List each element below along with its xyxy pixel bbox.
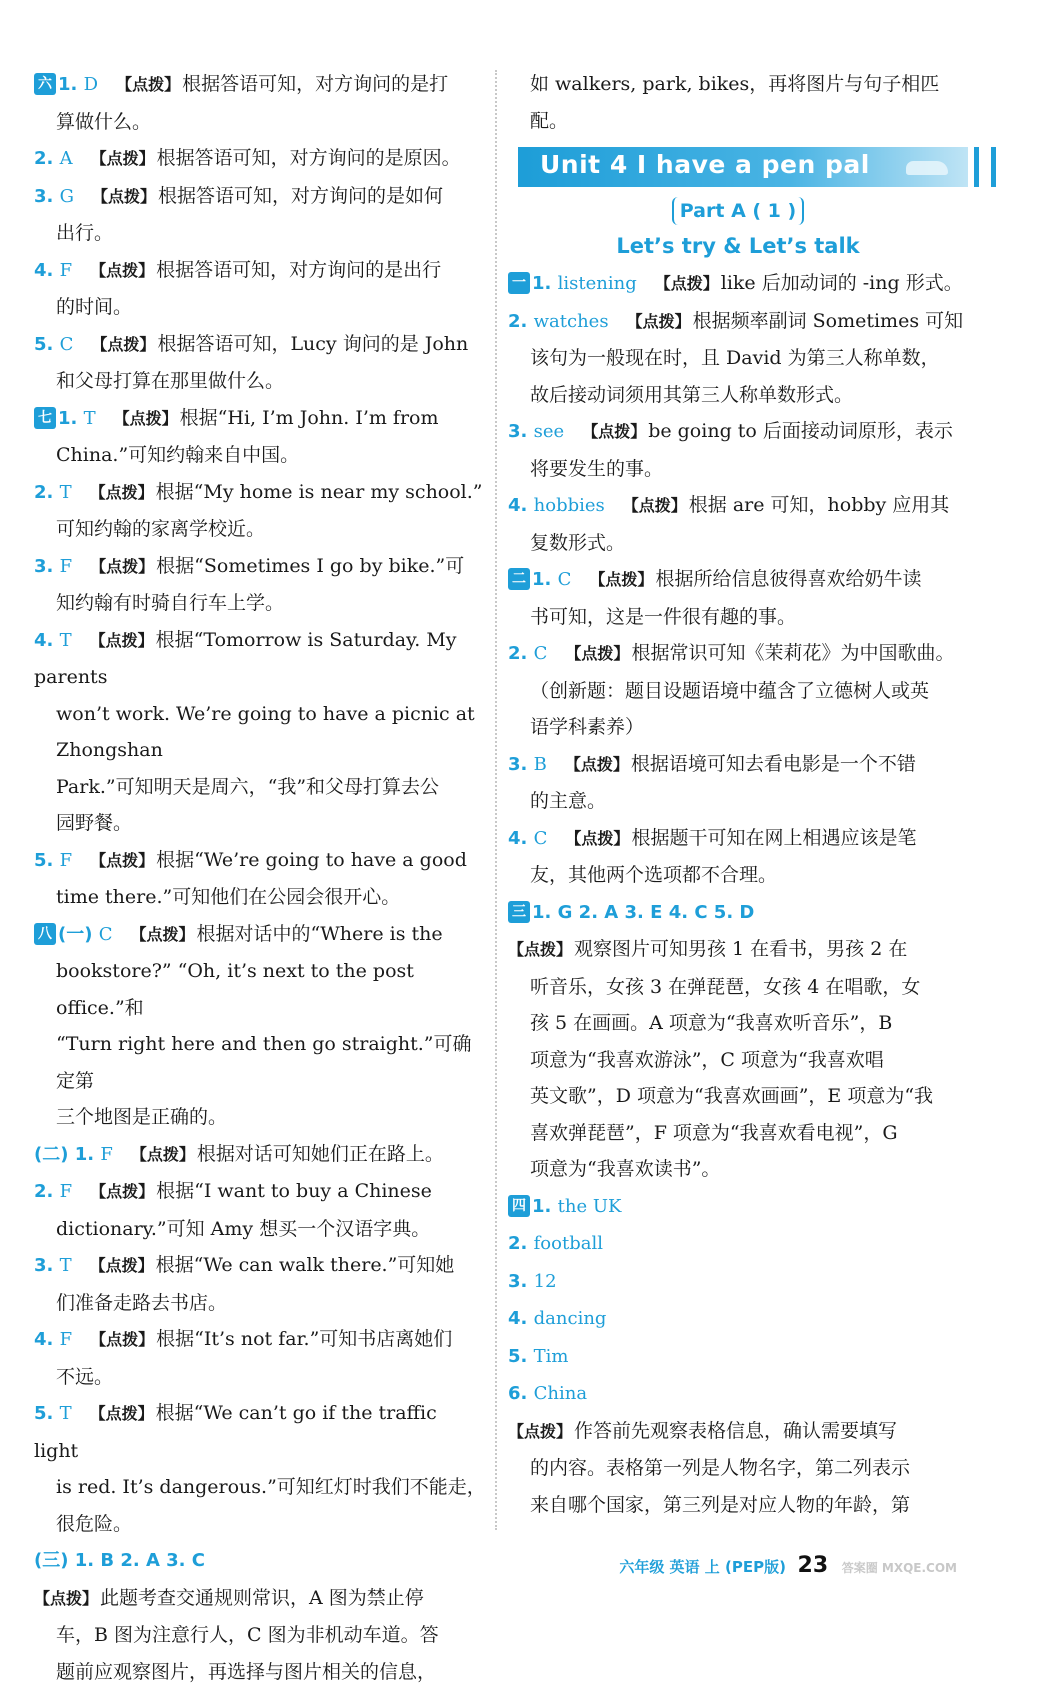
unit-title: Unit 4 I have a pen pal [540,150,870,179]
answer-line [34,252,486,290]
column-divider [495,70,497,1530]
answer-value: F [60,556,73,577]
answer-line [508,635,968,673]
answer-line [34,1321,486,1359]
explanation-text: be going to 后面接动词原形，表示 [648,420,953,442]
answer-line [508,561,968,599]
answer-value: T [60,1403,72,1424]
answer-value: listening [558,273,637,294]
part-title: Part A ( 1 ) [672,197,804,225]
answer-value: C [99,924,113,945]
explanation-continuation: is red. It’s dangerous.”可知红灯时我们不能走， [34,1469,486,1506]
explanation-continuation: 很危险。 [34,1506,486,1543]
question-number: 6. [508,1383,534,1404]
unit-banner [518,147,968,187]
question-number: 2. [34,1181,60,1202]
lesson-title: Let’s try & Let’s talk [508,227,968,265]
explanation-continuation: 可知约翰的家离学校近。 [34,511,486,548]
hint-tag: 【点拨】 [90,631,154,650]
answer-line [508,820,968,858]
answer-line [508,1413,968,1451]
answer-line [508,1375,968,1413]
hint-tag: 【点拨】 [623,496,687,515]
explanation-continuation: 该句为一般现在时，且 David 为第三人称单数， [508,340,968,377]
hint-tag: 【点拨】 [565,755,629,774]
hint-tag: 【点拨】 [116,75,180,94]
answer-value: F [60,1181,73,1202]
explanation-continuation: 知约翰有时骑自行车上学。 [34,585,486,622]
explanation-continuation: 的内容。表格第一列是人物名字，第二列表示 [508,1450,968,1487]
hint-tag: 【点拨】 [90,261,154,280]
explanation-continuation: 们准备走路去书店。 [34,1285,486,1322]
explanation-text: 根据“Hi, I’m John. I’m from [180,407,439,429]
answer-line [508,931,968,969]
answer-line [34,1173,486,1211]
answer-value: F [100,1144,113,1165]
right-column [508,66,968,1523]
explanation-continuation: time there.”可知他们在公园会很开心。 [34,879,486,916]
explanation-text: 根据“We can walk there.”可知她 [156,1254,455,1276]
explanation-continuation: 听音乐，女孩 3 在弹琵琶，女孩 4 在唱歌，女 [508,969,968,1006]
answer-value: F [60,260,73,281]
answer-value: F [60,1329,73,1350]
answer-line [34,548,486,586]
explanation-continuation: won’t work. We’re going to have a picnic at Zhongshan [34,696,486,769]
answer-value: G [60,186,74,207]
explanation-continuation: （创新题：题目设题语境中蕴含了立德树人或英 [508,673,968,710]
answer-line [34,1542,486,1580]
hint-tag: 【点拨】 [90,483,154,502]
explanation-continuation: 的主意。 [508,783,968,820]
answer-line [34,1580,486,1618]
explanation-text: 根据“Tomorrow is Saturday. My parents [34,629,457,689]
question-number: 4. [34,1329,60,1350]
explanation-text: 根据“Sometimes I go by bike.”可 [156,555,464,577]
question-number: 3. [34,556,60,577]
answer-line [508,1263,968,1301]
question-number: 1. [532,569,558,590]
question-number: 5. [34,850,60,871]
answer-value: T [60,482,72,503]
explanation-continuation: 出行。 [34,215,486,252]
hint-tag: 【点拨】 [91,149,155,168]
answer-line [508,1188,968,1226]
explanation-continuation: 三个地图是正确的。 [34,1099,486,1136]
answer-value: Tim [534,1346,569,1367]
explanation-text: 根据答语可知，对方询问的是原因。 [157,147,461,169]
section-marker: 二 [508,568,530,590]
explanation-continuation: 题前应观察图片，再选择与图片相关的信息， [34,1654,486,1690]
question-number: 5. [34,334,60,355]
answer-line [34,1136,486,1174]
explanation-text: 根据“I want to buy a Chinese [156,1180,432,1202]
question-number: 3. [508,421,534,442]
answer-value: C [60,334,74,355]
question-number: (二) 1. [34,1144,100,1165]
explanation-text: 根据“We’re going to have a good [156,849,467,871]
hint-tag: 【点拨】 [131,925,195,944]
question-number: 2. [34,148,60,169]
explanation-continuation: 不远。 [34,1359,486,1396]
section-marker: 七 [34,407,56,429]
watermark: 答案圈 MXQE.COM [842,1561,957,1575]
explanation-text: 观察图片可知男孩 1 在看书，男孩 2 在 [574,938,907,960]
explanation-continuation: 项意为“我喜欢游泳”，C 项意为“我喜欢唱 [508,1042,968,1079]
question-number: 5. [508,1346,534,1367]
explanation-text: 根据常识可知《茉莉花》为中国歌曲。 [631,642,954,664]
question-number: 4. [508,1308,534,1329]
question-number: (三) 1. B 2. A 3. C [34,1550,205,1571]
page-footer [619,1553,957,1578]
explanation-continuation: 英文歌”，D 项意为“我喜欢画画”，E 项意为“我 [508,1078,968,1115]
explanation-continuation: 语学科素养） [508,709,968,746]
answer-value: D [84,74,98,95]
hint-tag: 【点拨】 [627,312,691,331]
explanation-text: 根据频率副词 Sometimes 可知 [693,310,964,332]
answer-value: 12 [534,1271,557,1292]
explanation-continuation: “Turn right here and then go straight.”可确定第 [34,1026,486,1099]
grade-label: 六年级 英语 上 (PEP版) [619,1558,786,1576]
answer-line [508,1338,968,1376]
explanation-continuation: 孩 5 在画画。A 项意为“我喜欢听音乐”，B [508,1005,968,1042]
answer-line [508,746,968,784]
answer-value: China [534,1383,587,1404]
hint-tag: 【点拨】 [90,1330,154,1349]
answer-line [34,1395,486,1469]
hint-tag: 【点拨】 [655,274,719,293]
answer-line [34,326,486,364]
hint-tag: 【点拨】 [114,409,178,428]
explanation-continuation: bookstore?” “Oh, it’s next to the post office.”和 [34,953,486,1026]
explanation-continuation: 复数形式。 [508,525,968,562]
explanation-text: 此题考查交通规则常识，A 图为禁止停 [100,1587,424,1609]
answer-line [34,622,486,696]
explanation-text: 根据语境可知去看电影是一个不错 [631,753,916,775]
question-number: 1. [532,1196,558,1217]
hint-tag: 【点拨】 [90,1256,154,1275]
question-number: 4. [508,828,534,849]
hint-tag: 【点拨】 [565,829,629,848]
question-number: 3. [34,1255,60,1276]
right-answers [508,265,968,1523]
explanation-text: 根据答语可知，对方询问的是出行 [156,259,441,281]
hint-tag: 【点拨】 [34,1589,98,1608]
page-number: 23 [798,1553,829,1578]
question-number: 3. [508,1271,534,1292]
answer-line [508,303,968,341]
explanation-continuation: 园野餐。 [34,805,486,842]
question-number: 2. [508,1233,534,1254]
answer-line [508,1225,968,1263]
explanation-text: 根据答语可知，对方询问的是打 [182,73,448,95]
question-number: 1. [58,408,84,429]
answer-line [34,842,486,880]
answer-line [34,400,486,438]
explanation-text: 根据“We can’t go if the traffic light [34,1402,437,1462]
answer-line [34,916,486,954]
answer-value: dancing [534,1308,607,1329]
hint-tag: 【点拨】 [589,570,653,589]
answer-value: C [534,643,548,664]
explanation-text: 根据答语可知，对方询问的是如何 [158,185,443,207]
answer-value: hobbies [534,495,605,516]
question-number: 2. [34,482,60,503]
explanation-continuation: dictionary.”可知 Amy 想买一个汉语字典。 [34,1211,486,1248]
explanation-continuation: 来自哪个国家，第三列是对应人物的年龄，第 [508,1487,968,1524]
answer-value: F [60,850,73,871]
explanation-continuation: 友，其他两个选项都不合理。 [508,857,968,894]
section-marker: 八 [34,923,56,945]
hint-tag: 【点拨】 [92,187,156,206]
answer-line [508,894,968,932]
question-number: 5. [34,1403,60,1424]
section-marker: 一 [508,272,530,294]
explanation-continuation: Park.”可知明天是周六，“我”和父母打算去公 [34,769,486,806]
hint-tag: 【点拨】 [565,644,629,663]
answer-value: watches [534,311,609,332]
answer-value: T [60,1255,72,1276]
explanation-text: 作答前先观察表格信息，确认需要填写 [574,1420,897,1442]
question-number: 3. [34,186,60,207]
explanation-text: 根据对话中的“Where is the [197,923,443,945]
answer-line [34,474,486,512]
explanation-continuation: 算做什么。 [34,104,486,141]
explanation-text: 根据所给信息彼得喜欢给奶牛读 [655,568,921,590]
hint-tag: 【点拨】 [582,422,646,441]
answer-line [508,487,968,525]
hint-tag: 【点拨】 [90,1182,154,1201]
explanation-continuation: 和父母打算在那里做什么。 [34,363,486,400]
hint-tag: 【点拨】 [508,940,572,959]
answer-line [508,413,968,451]
explanation-text: 根据答语可知，Lucy 询问的是 John [157,333,468,355]
hint-tag: 【点拨】 [508,1422,572,1441]
question-number: 3. [508,754,534,775]
explanation-continuation: 项意为“我喜欢读书”。 [508,1151,968,1188]
question-number: 4. [508,495,534,516]
left-column [34,66,486,1690]
explanation-continuation: 喜欢弹琵琶”，F 项意为“我喜欢看电视”，G [508,1115,968,1152]
answer-line [34,66,486,104]
answer-value: T [60,630,72,651]
right-top-continuation: 如 walkers, park, bikes，再将图片与句子相匹配。 [508,66,968,139]
banner-bars-icon [974,147,996,187]
explanation-continuation: 书可知，这是一件很有趣的事。 [508,599,968,636]
answer-line [34,1247,486,1285]
answer-value: A [60,148,73,169]
question-number: (一) [58,924,99,945]
explanation-continuation: 车，B 图为注意行人，C 图为非机动车道。答 [34,1617,486,1654]
answer-line [508,1300,968,1338]
question-number: 1. [58,74,84,95]
question-number: 4. [34,630,60,651]
explanation-continuation: China.”可知约翰来自中国。 [34,437,486,474]
answer-value: see [534,421,565,442]
explanation-continuation: 故后接动词须用其第三人称单数形式。 [508,377,968,414]
section-marker: 四 [508,1195,530,1217]
part-heading [508,197,968,265]
question-number: 1. G 2. A 3. E 4. C 5. D [532,902,754,923]
section-marker: 六 [34,73,56,95]
explanation-continuation: 的时间。 [34,289,486,326]
explanation-text: 根据“It’s not far.”可知书店离她们 [156,1328,452,1350]
answer-value: C [534,828,548,849]
answer-value: the UK [558,1196,622,1217]
car-icon [906,161,948,175]
hint-tag: 【点拨】 [91,335,155,354]
answer-value: B [534,754,547,775]
explanation-text: 根据“My home is near my school.” [156,481,483,503]
explanation-continuation: 将要发生的事。 [508,451,968,488]
answer-line [34,178,486,216]
explanation-text: 根据 are 可知，hobby 应用其 [689,494,950,516]
question-number: 2. [508,311,534,332]
hint-tag: 【点拨】 [90,557,154,576]
hint-tag: 【点拨】 [90,1404,154,1423]
answer-value: T [84,408,96,429]
question-number: 2. [508,643,534,664]
answer-line [34,140,486,178]
explanation-text: like 后加动词的 -ing 形式。 [721,272,963,294]
hint-tag: 【点拨】 [131,1145,195,1164]
section-marker: 三 [508,901,530,923]
explanation-text: 根据题干可知在网上相遇应该是笔 [631,827,916,849]
explanation-text: 根据对话可知她们正在路上。 [197,1143,444,1165]
question-number: 4. [34,260,60,281]
hint-tag: 【点拨】 [90,851,154,870]
question-number: 1. [532,273,558,294]
answer-line [508,265,968,303]
answer-value: football [534,1233,603,1254]
answer-value: C [558,569,572,590]
